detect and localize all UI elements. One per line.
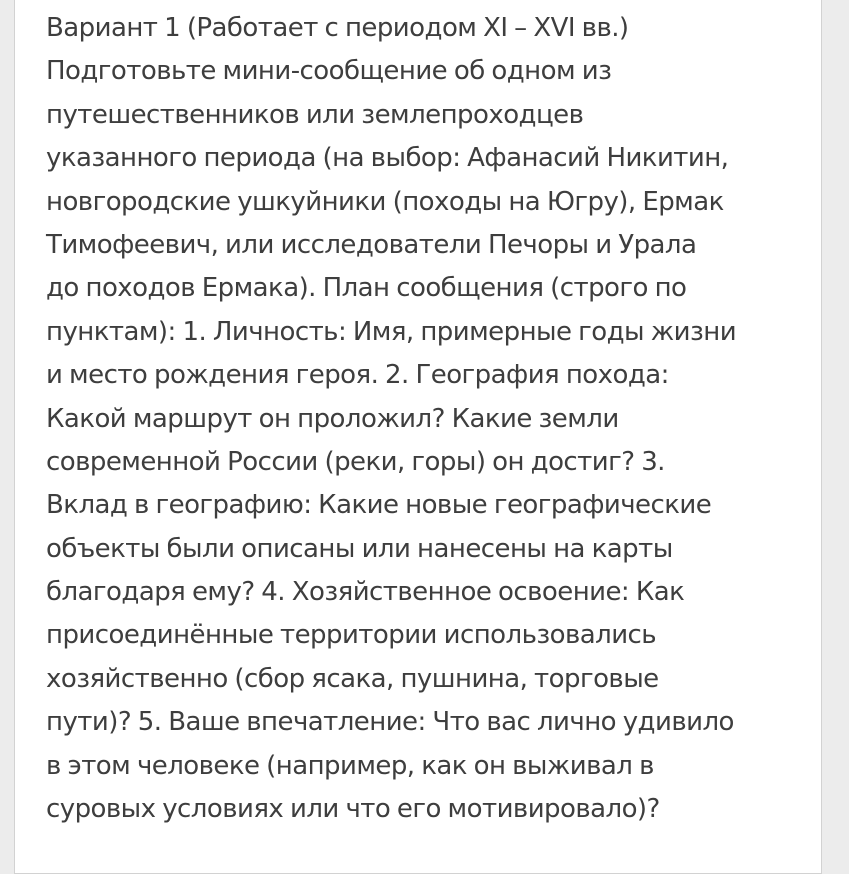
task-line: суровых условиях или что его мотивировало)? [46,794,660,825]
task-text [46,7,816,831]
task-line: Подготовьте мини-сообщение об одном из [46,56,612,87]
task-line: современной России (реки, горы) он достиг? 3. [46,446,665,477]
task-line: Вариант 1 (Работает с периодом XI – XVI вв.) [46,13,629,43]
task-line: объекты были описаны или нанесены на карты [46,533,673,564]
task-line: Тимофеевич, или исследователи Печоры и Урала [46,229,697,260]
task-line: присоединённые территории использовались [46,620,657,651]
task-line: и место рождения героя. 2. География похода: [46,360,669,391]
task-line: благодаря ему? 4. Хозяйственное освоение: Как [46,577,685,608]
task-line: пунктам): 1. Личность: Имя, примерные годы жизни [46,316,737,347]
task-line: в этом человеке (например, как он выживал в [46,750,654,781]
task-line: Вклад в географию: Какие новые географические [46,490,712,521]
task-line: указанного периода (на выбор: Афанасий Никитин, [46,143,729,174]
task-line: Какой маршрут он проложил? Какие земли [46,403,619,434]
task-card [14,0,822,874]
task-line: путешественников или землепроходцев [46,99,584,130]
task-line: новгородские ушкуйники (походы на Югру), Ермак [46,186,724,217]
task-line: до походов Ермака). План сообщения (строго по [46,273,687,304]
task-line: пути)? 5. Ваше впечатление: Что вас лично удивило [46,707,734,738]
task-line: хозяйственно (сбор ясака, пушнина, торговые [46,663,659,694]
